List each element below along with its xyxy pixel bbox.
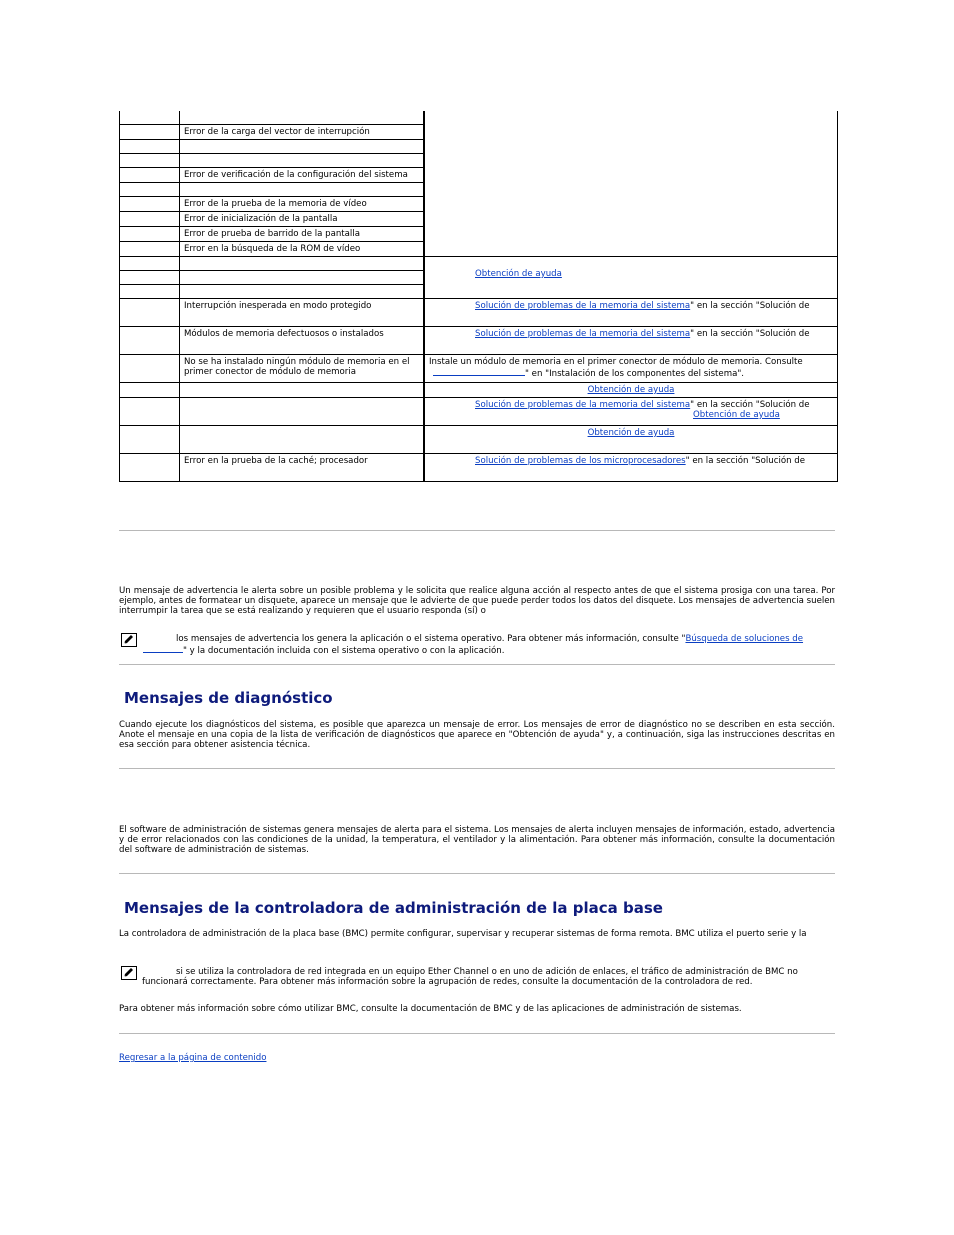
processor-troubleshoot-link[interactable]: Solución de problemas de los microprocesadores bbox=[475, 456, 686, 466]
desc-cell bbox=[180, 285, 425, 299]
note-bmc: si se utiliza la controladora de red integrada en un equipo Ether Channel o en uno de adición de enlaces, el tráfico de administración de BMC no funcionará correctamente. Para obtener más información sobre la agrupación de redes, consulte la documentación de la controladora de red. bbox=[119, 967, 835, 987]
diagnostic-heading: Mensajes de diagnóstico bbox=[124, 689, 333, 707]
memory-troubleshoot-link[interactable]: Solución de problemas de la memoria del sistema bbox=[475, 301, 691, 311]
table-row bbox=[120, 327, 838, 355]
desc-cell bbox=[180, 183, 425, 197]
desc-cell bbox=[180, 257, 425, 271]
action-cell bbox=[424, 383, 838, 398]
divider bbox=[119, 664, 835, 665]
table-row bbox=[120, 257, 838, 271]
warning-paragraph: Un mensaje de advertencia le alerta sobre un posible problema y le solicita que realice alguna acción al respecto antes de que el sistema prosiga con una tarea. Por ejemplo, antes de formatear un disquete, aparece un mensaje que le advierte de que puede perder todos los datos del disquete. Los mensajes de advertencia suelen interrumpir la tarea que se está realizando y requieren que el usuario responda (sí) o bbox=[119, 586, 835, 616]
help-link[interactable]: Obtención de ayuda bbox=[587, 428, 675, 438]
alert-paragraph: El software de administración de sistemas genera mensajes de alerta para el sistema. Los mensajes de alerta incluyen mensajes de información, estado, advertencia y de error relacionados con las condiciones de la unidad, la temperatura, el ventilador y la alimentación. Para obtener más información, consulte la documentación del software de administración de sistemas. bbox=[119, 825, 835, 855]
note-pencil-icon bbox=[121, 633, 137, 647]
install-memory-link[interactable] bbox=[433, 367, 525, 376]
desc-cell: Error en la búsqueda de la ROM de vídeo bbox=[180, 242, 425, 257]
action-cell: Solución de problemas de los microprocesadores" en la sección "Solución de bbox=[424, 454, 838, 482]
desc-cell: Error en la prueba de la caché; procesador bbox=[180, 454, 425, 482]
desc-cell bbox=[180, 383, 425, 398]
table-row bbox=[120, 426, 838, 454]
help-link[interactable]: Obtención de ayuda bbox=[475, 269, 562, 279]
code-cell bbox=[120, 111, 180, 125]
desc-cell bbox=[180, 426, 425, 454]
desc-cell: Interrupción inesperada en modo protegido bbox=[180, 299, 425, 327]
action-cell: Solución de problemas de la memoria del sistema" en la sección "Solución de bbox=[424, 299, 838, 327]
bmc-paragraph: La controladora de administración de la placa base (BMC) permite configurar, supervisar y recuperar sistemas de forma remota. BMC utiliza el puerto serie y la bbox=[119, 929, 807, 939]
divider bbox=[119, 1033, 835, 1034]
back-to-contents-link[interactable]: Regresar a la página de contenido bbox=[119, 1053, 267, 1063]
desc-cell: Error de verificación de la configuración del sistema bbox=[180, 168, 425, 183]
desc-cell: Módulos de memoria defectuosos o instalados bbox=[180, 327, 425, 355]
table-row bbox=[120, 398, 838, 426]
desc-cell bbox=[180, 271, 425, 285]
desc-cell: Error de la prueba de la memoria de vídeo bbox=[180, 197, 425, 212]
action-cell: Instale un módulo de memoria en el primer conector de módulo de memoria. Consulte " en "Instalación de los componentes del sistema". bbox=[424, 355, 838, 383]
divider bbox=[119, 530, 835, 531]
help-link[interactable]: Obtención de ayuda bbox=[587, 385, 675, 395]
memory-troubleshoot-link[interactable]: Solución de problemas de la memoria del sistema bbox=[475, 400, 691, 410]
desc-cell bbox=[180, 140, 425, 154]
bmc-paragraph-2: Para obtener más información sobre cómo utilizar BMC, consulte la documentación de BMC y de las aplicaciones de administración de sistemas. bbox=[119, 1004, 742, 1014]
help-link[interactable]: Obtención de ayuda bbox=[693, 410, 780, 420]
desc-cell: Error de la carga del vector de interrupción bbox=[180, 125, 425, 140]
diagnostic-paragraph: Cuando ejecute los diagnósticos del sistema, es posible que aparezca un mensaje de error. Los mensajes de error de diagnóstico no se describen en esta sección. Anote el mensaje en una copia de la lista de verificación de diagnósticos que aparece en "Obtención de ayuda" y, a continuación, siga las instrucciones descritas en esa sección para obtener asistencia técnica. bbox=[119, 720, 835, 750]
divider bbox=[119, 768, 835, 769]
table-row bbox=[120, 299, 838, 327]
table-row bbox=[120, 355, 838, 383]
solutions-link-cont[interactable] bbox=[143, 644, 183, 653]
desc-cell: No se ha instalado ningún módulo de memoria en el primer conector de módulo de memoria bbox=[180, 355, 425, 383]
action-cell bbox=[424, 257, 838, 299]
solutions-link[interactable]: Búsqueda de soluciones de bbox=[685, 634, 804, 644]
note-pencil-icon bbox=[121, 966, 137, 980]
desc-cell: Error de inicialización de la pantalla bbox=[180, 212, 425, 227]
action-cell bbox=[424, 426, 838, 454]
table-row bbox=[120, 454, 838, 482]
desc-cell bbox=[180, 398, 425, 426]
desc-cell bbox=[180, 111, 425, 125]
action-cell: Solución de problemas de la memoria del sistema" en la sección "Solución de Obtención de ayuda bbox=[424, 398, 838, 426]
action-cell bbox=[424, 111, 838, 257]
message-table bbox=[119, 111, 838, 482]
desc-cell: Error de prueba de barrido de la pantalla bbox=[180, 227, 425, 242]
desc-cell bbox=[180, 154, 425, 168]
action-cell: Solución de problemas de la memoria del sistema" en la sección "Solución de bbox=[424, 327, 838, 355]
table-row bbox=[120, 111, 838, 125]
bmc-heading: Mensajes de la controladora de administración de la placa base bbox=[124, 899, 663, 917]
memory-troubleshoot-link[interactable]: Solución de problemas de la memoria del sistema bbox=[475, 329, 691, 339]
note-warning: los mensajes de advertencia los genera la aplicación o el sistema operativo. Para obtener más información, consulte "Búsqueda de soluciones de " y la documentación incluida con el sistema operativo o con la aplicación. bbox=[119, 634, 835, 656]
divider bbox=[119, 873, 835, 874]
table-row bbox=[120, 383, 838, 398]
